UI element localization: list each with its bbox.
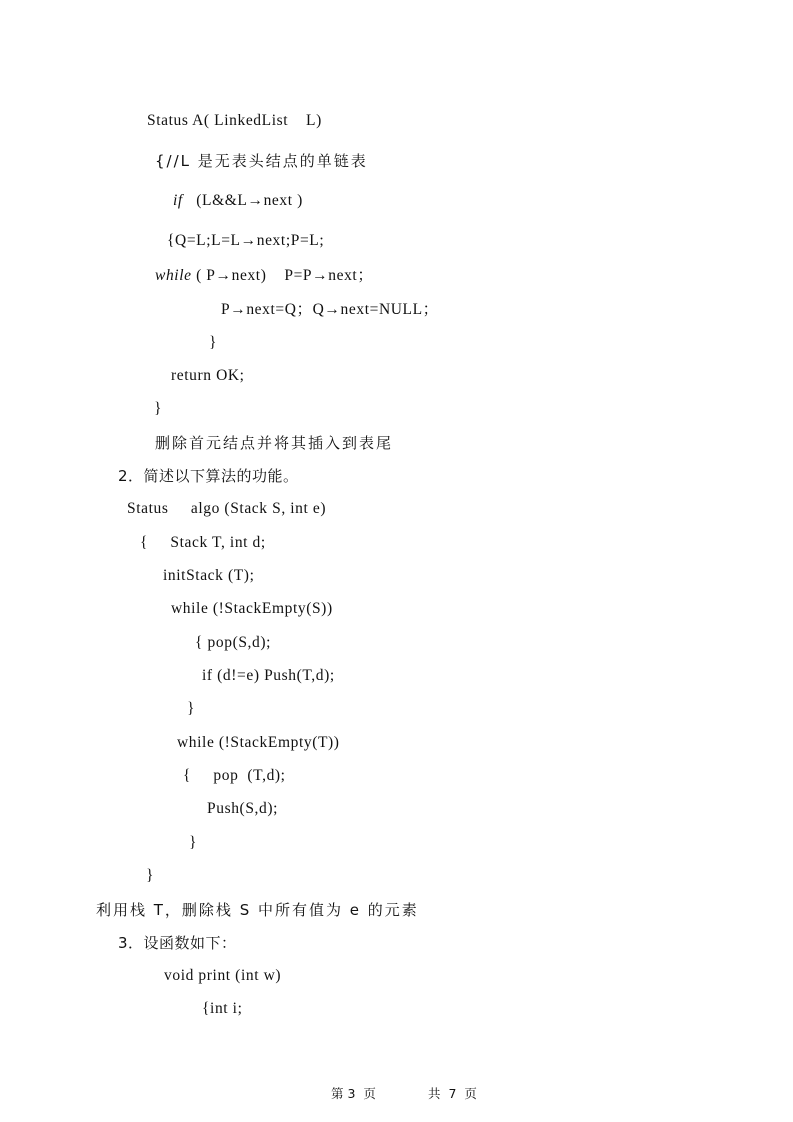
code-line: Push(S,d); [207, 800, 279, 817]
if-condition: (L&&L→next ) [182, 192, 303, 209]
code-line-return: return OK; [171, 367, 245, 384]
page-total: 共 7 页 [428, 1086, 477, 1101]
answer-text: 利用栈 T，删除栈 S 中所有值为 e 的元素 [96, 901, 419, 919]
code-line-link: P→next=Q；Q→next=NULL； [221, 301, 439, 318]
code-line: } [146, 867, 155, 884]
code-line: } [189, 834, 198, 851]
while-body: ( P→next) P=P→next； [191, 267, 374, 284]
question-heading: 3．设函数如下： [118, 934, 237, 952]
code-line-assign: {Q=L;L=L→next;P=L; [167, 232, 325, 249]
code-line: initStack (T); [163, 567, 255, 584]
keyword-if: if [173, 192, 183, 209]
code-line: { Stack T, int d; [140, 534, 266, 551]
keyword-while: while [155, 267, 192, 284]
code-line-close-brace: } [154, 400, 163, 417]
code-line-while [155, 266, 373, 286]
code-line: } [187, 700, 196, 717]
question-heading: 2．简述以下算法的功能。 [118, 467, 299, 485]
code-line-comment: {//L 是无表头结点的单链表 [155, 152, 368, 170]
code-line: while (!StackEmpty(S)) [171, 600, 333, 617]
code-line-close-brace: } [209, 334, 218, 351]
code-line: { pop (T,d); [183, 767, 286, 784]
code-line: while (!StackEmpty(T)) [177, 734, 340, 751]
code-line-if [173, 191, 303, 211]
answer-text: 删除首元结点并将其插入到表尾 [155, 434, 394, 452]
code-line: {int i; [202, 1000, 243, 1017]
page-number: 第 3 页 [331, 1086, 376, 1101]
code-line: Status algo (Stack S, int e) [127, 500, 327, 517]
code-line-function-signature: Status A( LinkedList L) [147, 112, 322, 129]
code-line: void print (int w) [164, 967, 282, 984]
code-line: { pop(S,d); [195, 634, 272, 651]
code-line: if (d!=e) Push(T,d); [202, 667, 335, 684]
